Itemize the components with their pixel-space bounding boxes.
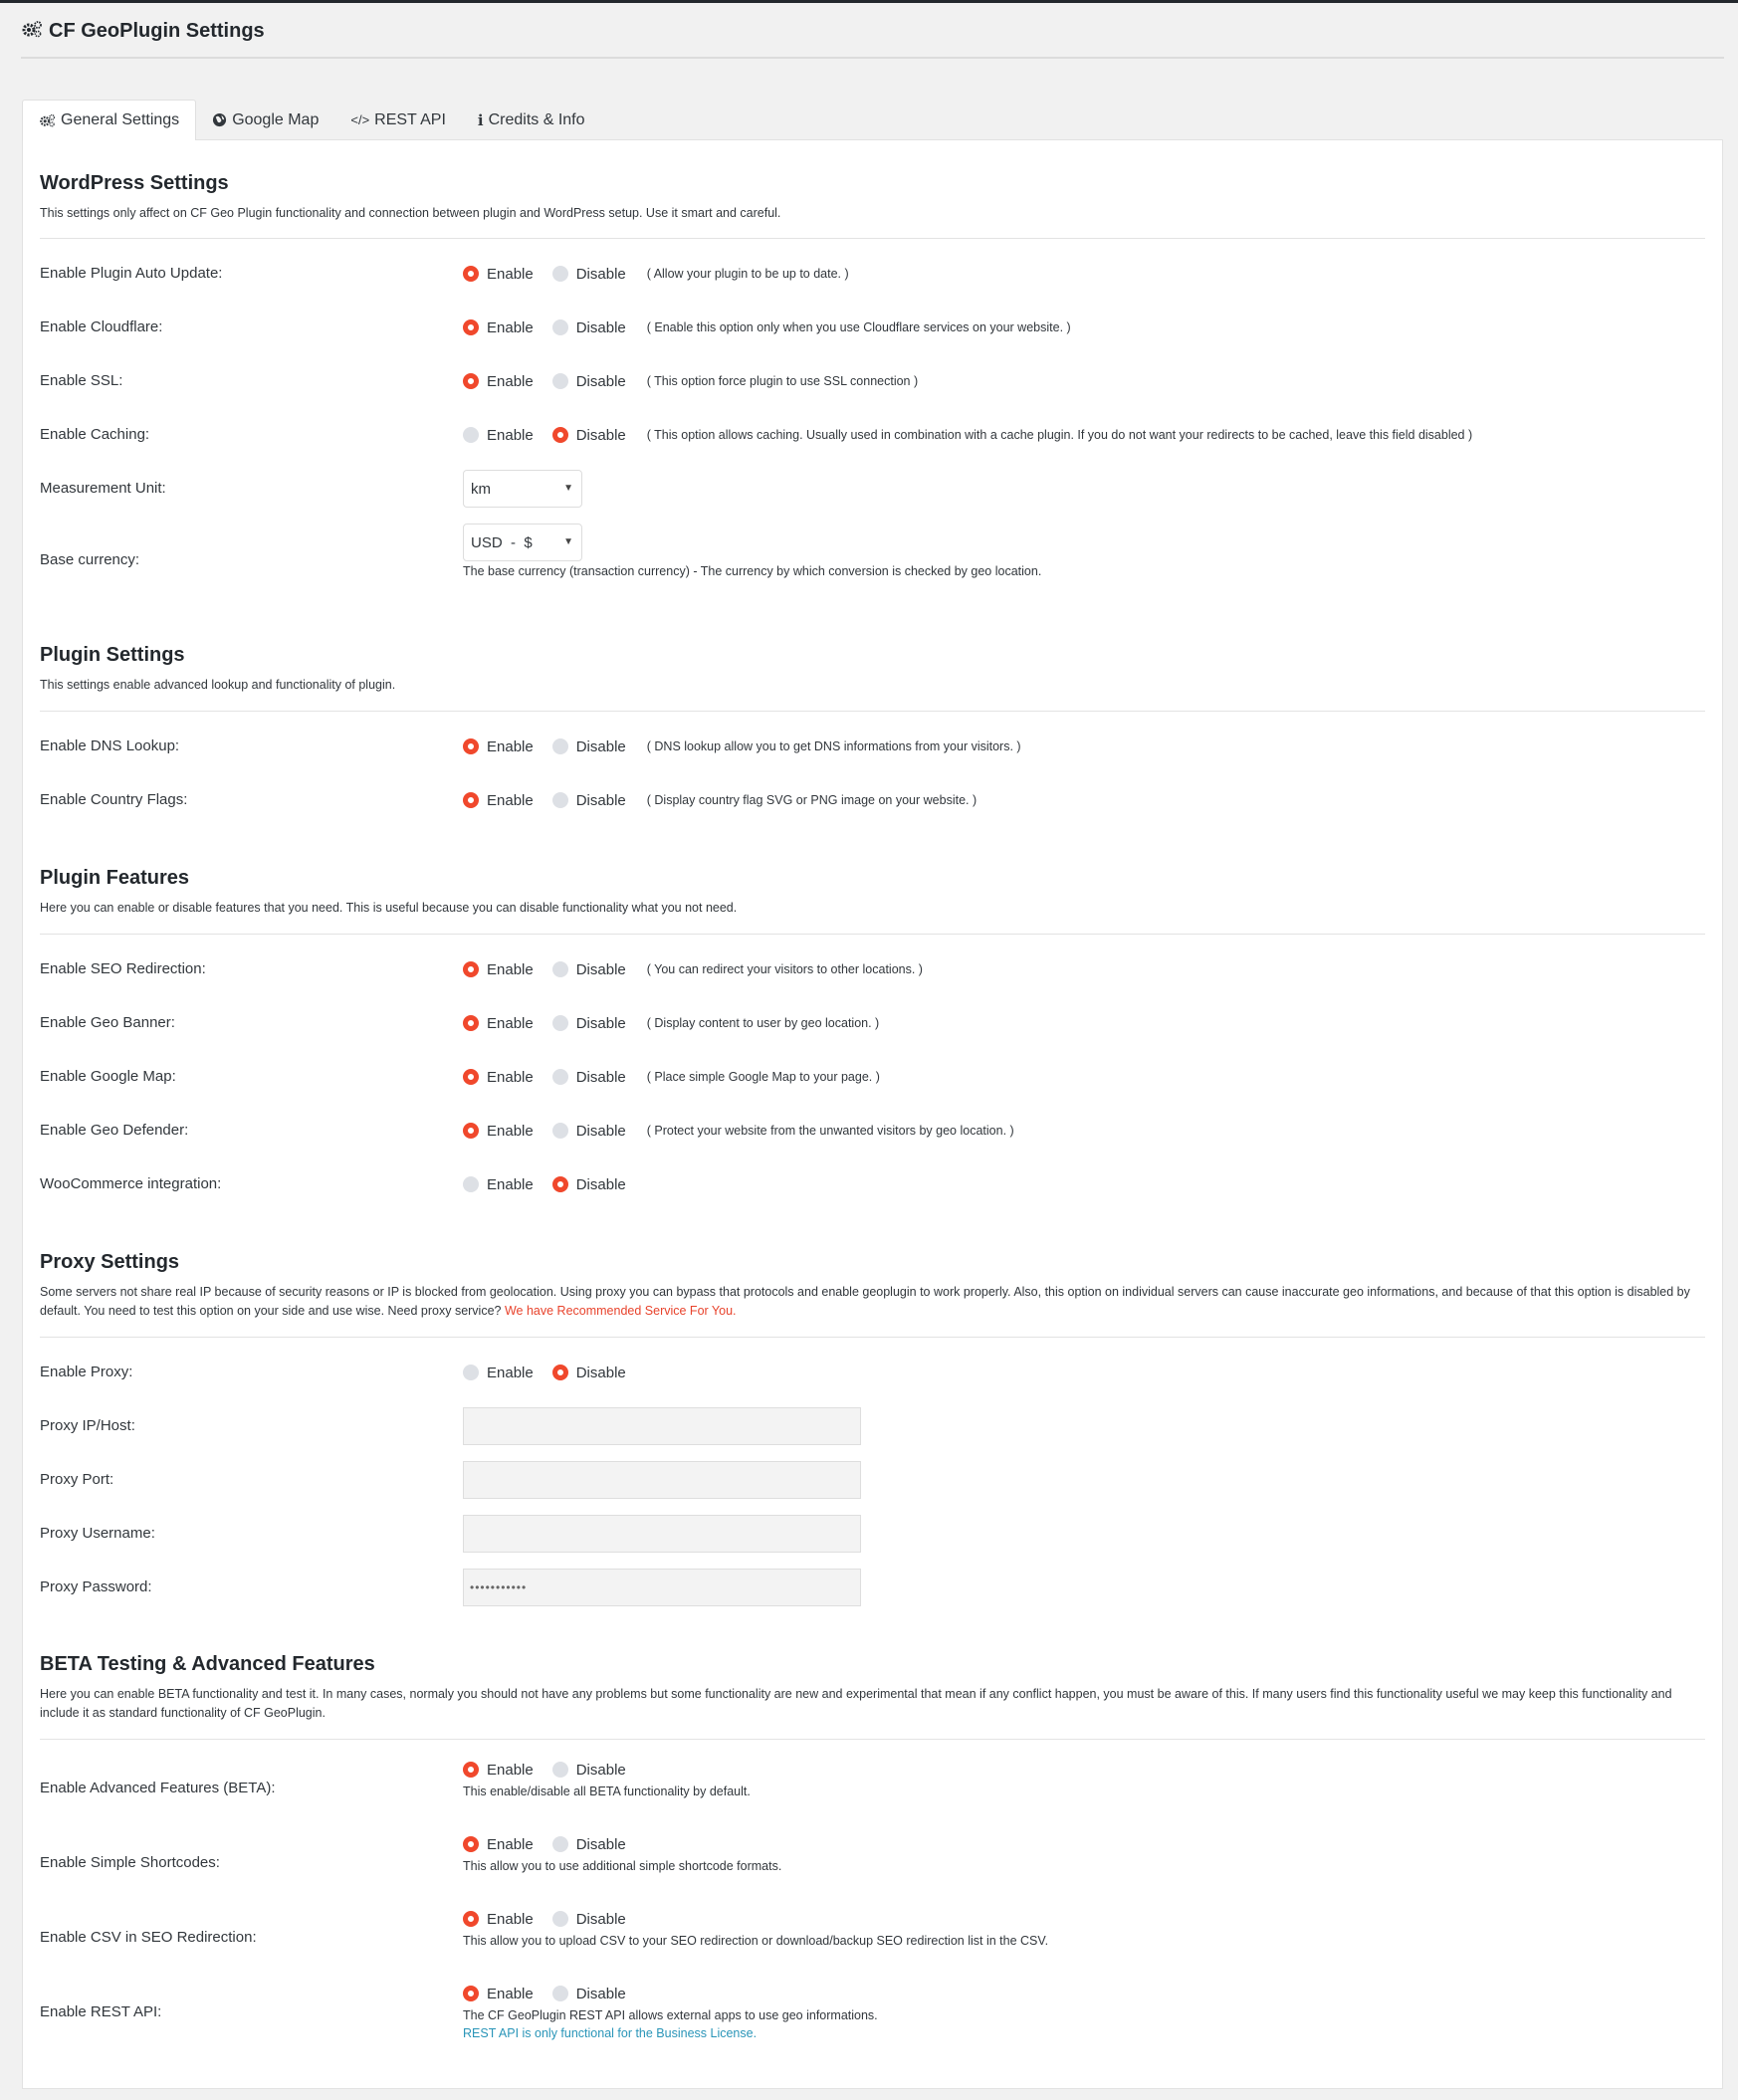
- radio-checked-icon: [463, 792, 479, 808]
- radio-group-proxy: [463, 1362, 645, 1383]
- section-title-plugin-settings: Plugin Settings: [40, 644, 185, 666]
- hint-text: ( Allow your plugin to be up to date. ): [646, 267, 849, 281]
- radio-group-ssl: [463, 370, 918, 392]
- proxy-host-input[interactable]: [463, 1407, 861, 1445]
- tab-general-settings[interactable]: [22, 100, 196, 140]
- label-simple-shortcodes: Enable Simple Shortcodes:: [40, 1854, 220, 1871]
- section-title-plugin-features: Plugin Features: [40, 867, 190, 889]
- radio-label: Enable: [487, 960, 534, 978]
- radio-label: Enable: [487, 1068, 534, 1086]
- globe-icon: [212, 112, 227, 127]
- select-value: km: [471, 480, 491, 498]
- radio-group-seo-redirection: [463, 958, 923, 980]
- radio-unchecked-icon: [552, 1123, 568, 1139]
- radio-label: Disable: [575, 1068, 626, 1086]
- radio-enable[interactable]: [463, 373, 534, 390]
- radio-group-advanced-features: [463, 1759, 751, 1798]
- radio-label: Disable: [575, 1761, 626, 1779]
- radio-group-rest-api: [463, 1983, 878, 2040]
- note-text: This enable/disable all BETA functionality by default.: [463, 1785, 751, 1798]
- section-divider: [40, 711, 1705, 712]
- radio-checked-icon: [463, 961, 479, 977]
- desc-text: Some servers not share real IP because of security reasons or IP is blocked from geolocation. Using proxy you can bypass that protocols and enable geoplugin to work properly. Also, this option on individual servers can cause inaccurate geo informations, and because of that this option is disabled by default. You need to test this option on your side and use wise. Need proxy service?: [40, 1285, 1690, 1318]
- radio-label: Disable: [575, 960, 626, 978]
- label-plugin-auto-update: Enable Plugin Auto Update:: [40, 265, 223, 282]
- radio-checked-icon: [552, 1176, 568, 1192]
- radio-unchecked-icon: [463, 1365, 479, 1380]
- radio-label: Disable: [575, 318, 626, 336]
- label-measurement-unit: Measurement Unit:: [40, 480, 166, 497]
- radio-disable[interactable]: [552, 266, 626, 283]
- section-divider: [40, 1337, 1705, 1338]
- radio-group-country-flags: [463, 789, 977, 811]
- radio-label: Disable: [575, 1122, 626, 1140]
- radio-checked-icon: [463, 1123, 479, 1139]
- page-title: CF GeoPlugin Settings: [49, 19, 265, 42]
- proxy-password-input[interactable]: •••••••••••: [463, 1569, 861, 1606]
- radio-label: Disable: [575, 1175, 626, 1193]
- radio-label: Enable: [487, 1014, 534, 1032]
- radio-enable[interactable]: [463, 1836, 534, 1853]
- radio-label: Disable: [575, 426, 626, 444]
- radio-checked-icon: [463, 1015, 479, 1031]
- radio-label: Enable: [487, 1985, 534, 2002]
- hint-text: ( You can redirect your visitors to other locations. ): [646, 962, 923, 976]
- radio-group-auto-update: [463, 263, 849, 285]
- radio-unchecked-icon: [552, 319, 568, 335]
- radio-enable[interactable]: [463, 1176, 534, 1193]
- radio-label: Disable: [575, 265, 626, 283]
- label-base-currency: Base currency:: [40, 551, 140, 568]
- radio-unchecked-icon: [552, 738, 568, 754]
- radio-disable[interactable]: [552, 373, 626, 390]
- note-text: The CF GeoPlugin REST API allows external apps to use geo informations.: [463, 2008, 878, 2022]
- label-woocommerce: WooCommerce integration:: [40, 1175, 222, 1192]
- radio-label: Disable: [575, 737, 626, 755]
- label-proxy-host: Proxy IP/Host:: [40, 1417, 135, 1434]
- radio-unchecked-icon: [552, 1069, 568, 1085]
- hint-text: ( Display country flag SVG or PNG image on your website. ): [646, 793, 978, 807]
- radio-label: Enable: [487, 318, 534, 336]
- caret-down-icon: ▼: [563, 483, 573, 494]
- radio-label: Disable: [575, 1014, 626, 1032]
- tab-label: Credits & Info: [488, 110, 585, 128]
- header-divider: [21, 57, 1724, 59]
- radio-label: Enable: [487, 426, 534, 444]
- radio-unchecked-icon: [463, 1176, 479, 1192]
- hint-text: ( This option force plugin to use SSL connection ): [646, 374, 919, 388]
- radio-unchecked-icon: [552, 1836, 568, 1852]
- radio-label: Enable: [487, 265, 534, 283]
- radio-label: Enable: [487, 1122, 534, 1140]
- radio-label: Enable: [487, 1910, 534, 1928]
- note-text: This allow you to use additional simple shortcode formats.: [463, 1859, 782, 1873]
- radio-unchecked-icon: [552, 266, 568, 282]
- admin-top-bar: [0, 0, 1738, 3]
- radio-unchecked-icon: [552, 1762, 568, 1778]
- radio-unchecked-icon: [552, 792, 568, 808]
- radio-enable[interactable]: [463, 1365, 534, 1381]
- radio-label: Enable: [487, 1175, 534, 1193]
- code-icon: </>: [350, 112, 370, 127]
- section-divider: [40, 238, 1705, 239]
- label-seo-redirection: Enable SEO Redirection:: [40, 960, 206, 977]
- proxy-port-input[interactable]: [463, 1461, 861, 1499]
- radio-disable[interactable]: [552, 1123, 626, 1140]
- radio-label: Disable: [575, 1910, 626, 1928]
- radio-disable[interactable]: [552, 1176, 626, 1193]
- radio-checked-icon: [463, 1069, 479, 1085]
- radio-label: Enable: [487, 372, 534, 390]
- hint-text: ( Enable this option only when you use Cloudflare services on your website. ): [646, 320, 1071, 334]
- radio-label: Enable: [487, 1761, 534, 1779]
- radio-disable[interactable]: [552, 792, 626, 809]
- section-title-beta: BETA Testing & Advanced Features: [40, 1653, 375, 1675]
- measurement-unit-select[interactable]: [463, 470, 582, 508]
- label-geo-banner: Enable Geo Banner:: [40, 1014, 175, 1031]
- label-dns-lookup: Enable DNS Lookup:: [40, 737, 180, 754]
- label-rest-api: Enable REST API:: [40, 2003, 162, 2020]
- radio-disable[interactable]: [552, 319, 626, 336]
- label-geo-defender: Enable Geo Defender:: [40, 1122, 189, 1139]
- general-settings-panel: [22, 139, 1723, 2089]
- radio-label: Disable: [575, 1985, 626, 2002]
- section-desc-wordpress: This settings only affect on CF Geo Plugin functionality and connection between plugin and WordPress setup. Use it smart and careful.: [40, 206, 781, 220]
- radio-disable[interactable]: [552, 1986, 626, 2002]
- section-desc-plugin-settings: This settings enable advanced lookup and functionality of plugin.: [40, 678, 396, 692]
- radio-enable[interactable]: [463, 738, 534, 755]
- radio-disable[interactable]: [552, 1836, 626, 1853]
- section-divider: [40, 1739, 1705, 1740]
- radio-disable[interactable]: [552, 1069, 626, 1086]
- radio-checked-icon: [552, 427, 568, 443]
- radio-enable[interactable]: [463, 792, 534, 809]
- radio-disable[interactable]: [552, 1015, 626, 1032]
- radio-label: Enable: [487, 1364, 534, 1381]
- gears-icon: [21, 20, 43, 43]
- radio-enable[interactable]: [463, 1911, 534, 1928]
- radio-label: Enable: [487, 1835, 534, 1853]
- radio-label: Enable: [487, 791, 534, 809]
- radio-disable[interactable]: [552, 961, 626, 978]
- radio-enable[interactable]: [463, 319, 534, 336]
- radio-label: Disable: [575, 1835, 626, 1853]
- tab-label: REST API: [374, 110, 446, 128]
- radio-enable[interactable]: [463, 1762, 534, 1779]
- settings-tabs: [22, 100, 601, 140]
- radio-checked-icon: [463, 373, 479, 389]
- radio-unchecked-icon: [552, 961, 568, 977]
- radio-unchecked-icon: [552, 1986, 568, 2001]
- radio-group-caching: [463, 424, 1472, 446]
- radio-group-dns-lookup: [463, 735, 1021, 757]
- section-divider: [40, 934, 1705, 935]
- radio-checked-icon: [463, 1836, 479, 1852]
- gears-icon: [39, 113, 56, 127]
- tab-label: Google Map: [232, 110, 320, 128]
- radio-enable[interactable]: [463, 427, 534, 444]
- radio-enable[interactable]: [463, 1123, 534, 1140]
- hint-text: ( Place simple Google Map to your page. ): [646, 1070, 880, 1084]
- radio-group-cloudflare: [463, 316, 1071, 338]
- radio-checked-icon: [463, 1762, 479, 1778]
- note-text: This allow you to upload CSV to your SEO redirection or download/backup SEO redirection list in the CSV.: [463, 1934, 1049, 1948]
- tab-google-map[interactable]: [196, 100, 334, 140]
- label-caching: Enable Caching:: [40, 426, 150, 443]
- radio-disable[interactable]: [552, 427, 626, 444]
- radio-disable[interactable]: [552, 738, 626, 755]
- radio-enable[interactable]: [463, 961, 534, 978]
- label-cloudflare: Enable Cloudflare:: [40, 318, 163, 335]
- label-google-map: Enable Google Map:: [40, 1068, 176, 1085]
- radio-checked-icon: [463, 266, 479, 282]
- radio-disable[interactable]: [552, 1762, 626, 1779]
- radio-disable[interactable]: [552, 1365, 626, 1381]
- radio-group-woocommerce: [463, 1173, 645, 1195]
- radio-checked-icon: [463, 1986, 479, 2001]
- section-title-proxy: Proxy Settings: [40, 1251, 180, 1273]
- radio-enable[interactable]: [463, 1986, 534, 2002]
- hint-text: ( Protect your website from the unwanted visitors by geo location. ): [646, 1124, 1014, 1138]
- label-enable-proxy: Enable Proxy:: [40, 1364, 133, 1380]
- radio-enable[interactable]: [463, 1069, 534, 1086]
- tab-label: General Settings: [61, 111, 180, 128]
- info-icon: i: [477, 110, 484, 129]
- radio-label: Disable: [575, 1364, 626, 1381]
- base-currency-select[interactable]: [463, 524, 582, 561]
- radio-unchecked-icon: [552, 1015, 568, 1031]
- section-title-wordpress: WordPress Settings: [40, 172, 229, 194]
- label-proxy-port: Proxy Port:: [40, 1471, 114, 1488]
- label-proxy-username: Proxy Username:: [40, 1525, 155, 1542]
- proxy-username-input[interactable]: [463, 1515, 861, 1553]
- label-advanced-features: Enable Advanced Features (BETA):: [40, 1780, 276, 1796]
- radio-unchecked-icon: [463, 427, 479, 443]
- section-desc-proxy: [40, 1283, 1692, 1321]
- base-currency-note: The base currency (transaction currency) - The currency by which conversion is checked by geo location.: [463, 564, 1042, 578]
- radio-checked-icon: [463, 1911, 479, 1927]
- radio-enable[interactable]: [463, 1015, 534, 1032]
- radio-label: Disable: [575, 791, 626, 809]
- hint-text: ( This option allows caching. Usually used in combination with a cache plugin. If you do not want your redirects to be cached, leave this field disabled ): [646, 428, 1473, 442]
- caret-down-icon: ▼: [563, 536, 573, 547]
- radio-label: Enable: [487, 737, 534, 755]
- radio-label: Disable: [575, 372, 626, 390]
- hint-text: ( Display content to user by geo location. ): [646, 1016, 880, 1030]
- label-country-flags: Enable Country Flags:: [40, 791, 188, 808]
- section-desc-beta: Here you can enable BETA functionality and test it. In many cases, normaly you should not have any problems but some functionality are new and experimental that mean if any conflict happen, you must be aware of this. If many users find this functionality useful we may keep this functionality and include it as standard functionality of CF GeoPlugin.: [40, 1687, 1672, 1720]
- radio-group-simple-shortcodes: [463, 1833, 781, 1873]
- radio-checked-icon: [552, 1365, 568, 1380]
- radio-disable[interactable]: [552, 1911, 626, 1928]
- tab-credits-info[interactable]: [462, 100, 601, 140]
- select-value: USD - $: [471, 533, 533, 551]
- radio-checked-icon: [463, 319, 479, 335]
- label-proxy-password: Proxy Password:: [40, 1578, 152, 1595]
- radio-group-google-map: [463, 1066, 880, 1088]
- radio-unchecked-icon: [552, 1911, 568, 1927]
- recommended-service-link[interactable]: We have Recommended Service For You.: [504, 1304, 737, 1318]
- section-desc-plugin-features: Here you can enable or disable features that you need. This is useful because you can disable functionality what you not need.: [40, 901, 738, 915]
- business-license-link[interactable]: REST API is only functional for the Business License.: [463, 2026, 758, 2040]
- radio-enable[interactable]: [463, 266, 534, 283]
- label-ssl: Enable SSL:: [40, 372, 123, 389]
- radio-group-geo-defender: [463, 1120, 1014, 1142]
- label-csv-seo-redirection: Enable CSV in SEO Redirection:: [40, 1929, 257, 1946]
- radio-unchecked-icon: [552, 373, 568, 389]
- radio-group-geo-banner: [463, 1012, 879, 1034]
- radio-checked-icon: [463, 738, 479, 754]
- tab-rest-api[interactable]: [334, 100, 462, 140]
- hint-text: ( DNS lookup allow you to get DNS informations from your visitors. ): [646, 739, 1021, 753]
- radio-group-csv-seo: [463, 1908, 1048, 1948]
- page-header: [21, 18, 265, 44]
